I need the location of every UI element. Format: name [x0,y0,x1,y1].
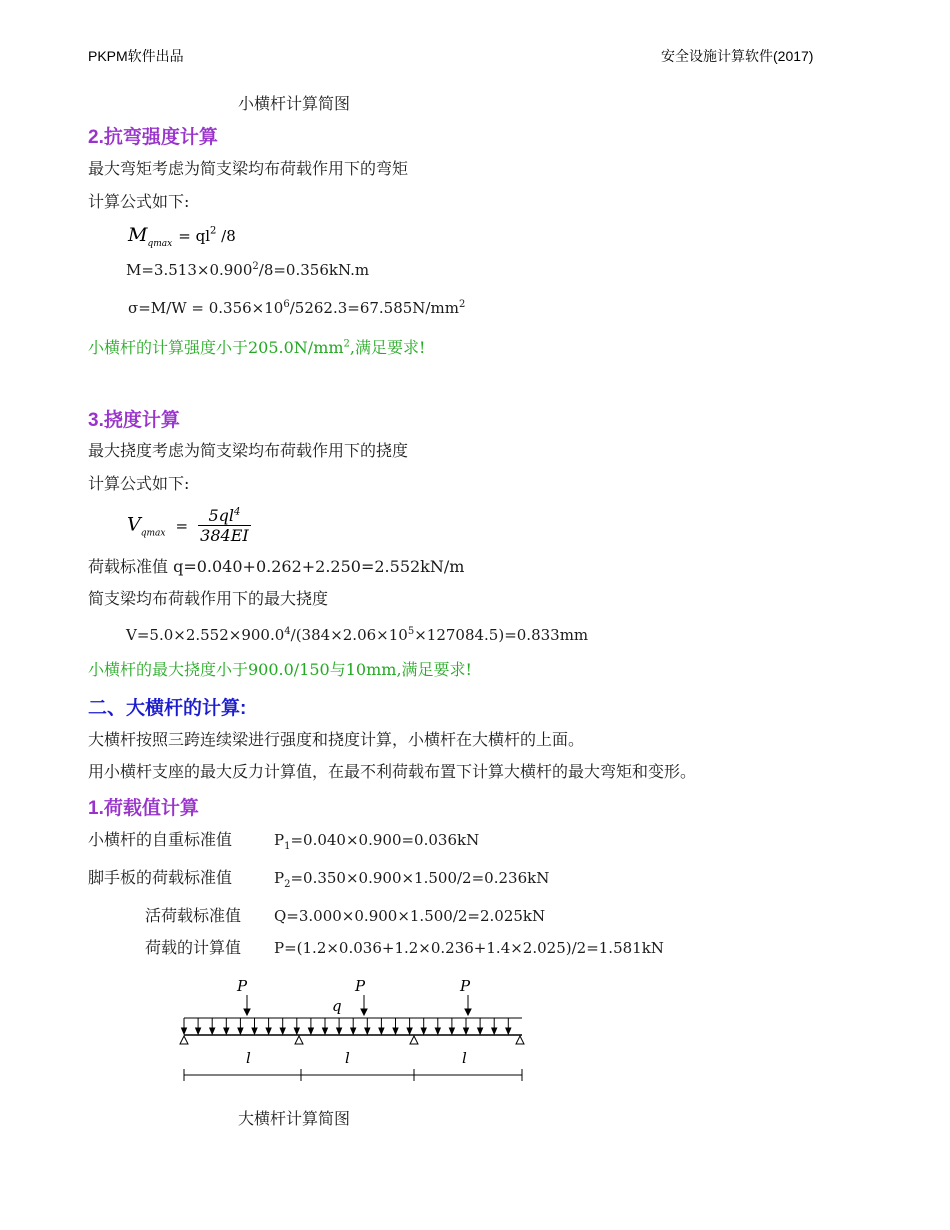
p1-value: $P_1=0.040\times 0.900=0.036kN$ [274,831,480,852]
part-two-title: 二、大横杆的计算: [88,698,247,719]
section-title-deflection: 3.挠度计算 [88,410,180,431]
support-1 [180,1036,188,1044]
distributed-load-arrowhead [337,1028,342,1034]
support-3 [410,1036,418,1044]
stress-calculation: $\sigma=M/W = 0.356\times 10^6/5262.3=67.585N/mm^2$ [128,299,466,317]
point-load-arrowhead-1 [244,1009,250,1015]
point-load-arrowhead-3 [465,1009,471,1015]
distributed-load-arrowhead [492,1028,497,1034]
section-title-bending: 2.抗弯强度计算 [88,127,218,148]
distributed-load-arrowhead [407,1028,412,1034]
span-label-3: l [462,1049,467,1067]
part-two-paragraph-2: 用小横杆支座的最大反力计算值，在最不利荷载布置下计算大横杆的最大弯矩和变形。 [88,762,697,781]
live-load-value: Q=3.000×0.900×1.500/2=2.025kN [274,907,546,925]
distributed-load-arrowhead [323,1028,328,1034]
point-load-label-3: P [460,977,471,995]
distributed-load-arrowhead [464,1028,469,1034]
p2-label: 脚手板的荷载标准值 [88,868,233,887]
deflection-formula: $V_{qmax}$ = $\frac{5ql^4}{384EI}$ [127,506,249,545]
point-load-label-2: P [355,977,366,995]
max-deflection-label: 简支梁均布荷载作用下的最大挠度 [88,589,329,608]
distributed-load-arrowhead [393,1028,398,1034]
moment-calculation: $M=3.513\times 0.900^2/8=0.356kN.m$ [126,261,370,279]
design-load-value: P=(1.2×0.036+1.2×0.236+1.4×2.025)/2=1.581kN [274,939,664,957]
span-label-2: l [345,1049,350,1067]
distributed-load-arrowhead [506,1028,511,1034]
distributed-load-arrowhead [238,1028,243,1034]
live-load-label: 活荷载标准值 [145,906,242,925]
distributed-load-arrowhead [224,1028,229,1034]
part-two-paragraph-1: 大横杆按照三跨连续梁进行强度和挠度计算，小横杆在大横杆的上面。 [88,730,585,749]
distributed-load-arrowhead [266,1028,271,1034]
distributed-load-arrowhead [435,1028,440,1034]
design-load-label: 荷载的计算值 [145,938,242,957]
distributed-load-label: q [332,997,342,1015]
point-load-label-1: P [237,977,248,995]
deflection-check-result: 小横杆的最大挠度小于900.0/150与10mm,满足要求! [88,660,472,679]
strength-check-result: 小横杆的计算强度小于$205.0N/mm^2$,满足要求! [88,338,426,357]
distributed-load-arrowhead [210,1028,215,1034]
distributed-load-arrowhead [351,1028,356,1034]
large-bar-caption: 大横杆计算简图 [238,1109,351,1128]
header-left: PKPM软件出品 [88,48,184,64]
section-title-loads: 1.荷载值计算 [88,798,199,819]
p1-label: 小横杆的自重标准值 [88,830,233,849]
continuous-beam-diagram [170,975,540,1090]
distributed-load-arrowhead [449,1028,454,1034]
distributed-load-arrowhead [252,1028,257,1034]
distributed-load-arrowhead [421,1028,426,1034]
point-load-arrowhead-2 [361,1009,367,1015]
distributed-load-arrowhead [196,1028,201,1034]
distributed-load-arrowhead [365,1028,370,1034]
distributed-load-arrowhead [308,1028,313,1034]
distributed-load-arrowhead [379,1028,384,1034]
bending-formula: $M_{qmax} = ql^2$ /8 [128,224,236,249]
deflection-formula-intro: 计算公式如下: [88,474,190,493]
span-label-1: l [246,1049,251,1067]
bending-description: 最大弯矩考虑为简支梁均布荷载作用下的弯矩 [88,159,409,178]
header-right: 安全设施计算软件(2017) [661,48,814,64]
distributed-load-arrowhead [294,1028,299,1034]
load-standard-value: 荷载标准值 q=0.040+0.262+2.250=2.552kN/m [88,557,465,576]
support-2 [295,1036,303,1044]
distributed-load-arrowhead [280,1028,285,1034]
distributed-load-arrowhead [182,1028,187,1034]
deflection-calculation: $V=5.0\times 2.552\times 900.0^4/(384\times 2.06\times 10^5\times 127084.5)=0.833mm$ [126,626,589,644]
small-bar-caption: 小横杆计算简图 [238,94,351,113]
distributed-load-arrowhead [478,1028,483,1034]
distributed-load-arrows [182,1018,511,1034]
p2-value: $P_2=0.350\times 0.900\times 1.500/2=0.236kN$ [274,869,550,890]
bending-formula-intro: 计算公式如下: [88,192,190,211]
deflection-description: 最大挠度考虑为简支梁均布荷载作用下的挠度 [88,441,409,460]
support-4 [516,1036,524,1044]
